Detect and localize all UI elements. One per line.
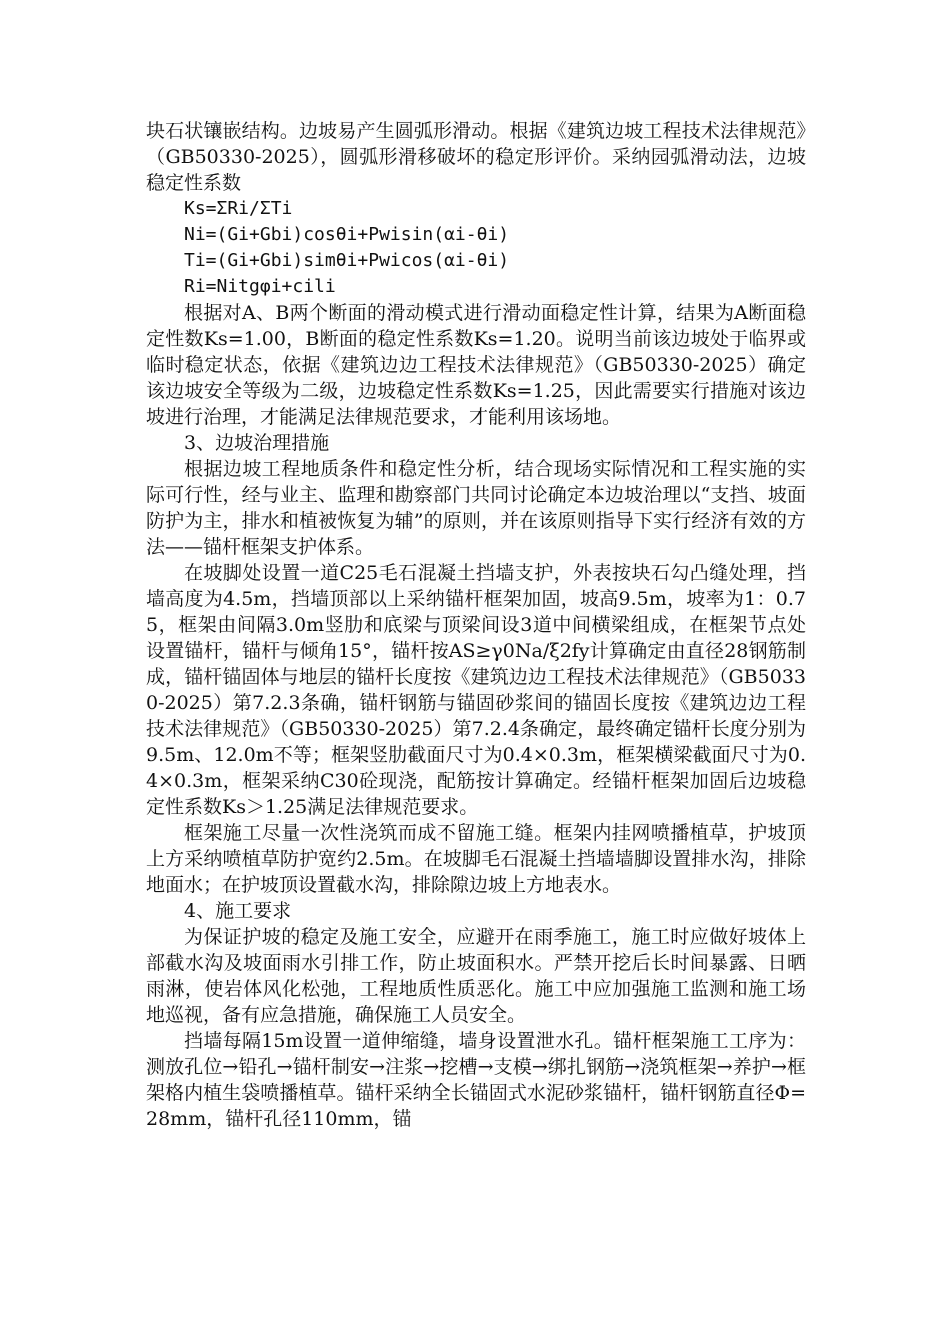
paragraph-anchor-frame: 在坡脚处设置一道C25毛石混凝土挡墙支护，外表按块石勾凸缝处理，挡墙高度为4.5m，挡墙顶部以上采纳锚杆框架加固，坡高9.5m，坡率为1：0.75，框架由间隔3.0m竖肋和底梁与顶梁间设3道中间横梁组成，在框架节点处设置锚杆，锚杆与倾角15°，锚杆按AS≥γ0Na/ξ2fy计算确定由直径28钢筋制成，锚杆锚固体与地层的锚杆长度按《建筑边边工程技术法律规范》（GB50330-2025）第7.2.3条确，锚杆钢筋与锚固砂浆间的锚固长度按《建筑边边工程技术法律规范》（GB50330-2025）第7.2.4条确定，最终确定锚杆长度分别为9.5m、12.0m不等；框架竖肋截面尺寸为0.4×0.3m，框架横梁截面尺寸为0.4×0.3m，框架采纳C30砼现浇，配筋按计算确定。经锚杆框架加固后边坡稳定性系数Ks＞1.25满足法律规范要求。: [146, 562, 806, 818]
paragraph-frame-construction: 框架施工尽量一次性浇筑而成不留施工缝。框架内挂网喷播植草，护坡顶上方采纳喷植草防护宽约2.5m。在坡脚毛石混凝土挡墙墙脚设置排水沟，排除地面水；在护坡顶设置截水沟，排除隙边坡上方地表水。: [146, 822, 806, 896]
paragraph-stability-result: 根据对A、B两个断面的滑动模式进行滑动面稳定性计算，结果为A断面稳定性数Ks=1.00，B断面的稳定性系数Ks=1.20。说明当前该边坡处于临界或临时稳定状态，依据《建筑边边工程技术法律规范》（GB50330-2025）确定该边坡安全等级为二级，边坡稳定性系数Ks=1.25，因此需要实行措施对该边坡进行治理，才能满足法律规范要求，才能利用该场地。: [146, 302, 806, 428]
formula-ri: Ri=Nitgφi+cili: [184, 276, 336, 297]
paragraph-construction-safety: 为保证护坡的稳定及施工安全，应避开在雨季施工，施工时应做好坡体上部截水沟及坡面雨水引排工作，防止坡面积水。严禁开挖后长时间暴露、日晒雨淋，使岩体风化松弛，工程地质性质恶化。施工中应加强施工监测和施工场地巡视，备有应急措施，确保施工人员安全。: [146, 926, 806, 1026]
paragraph-stability-intro: 块石状镶嵌结构。边坡易产生圆弧形滑动。根据《建筑边坡工程技术法律规范》（GB50330-2025），圆弧形滑移破坏的稳定形评价。采纳园弧滑动法，边坡稳定性系数: [146, 120, 806, 194]
formula-ni: Ni=(Gi+Gbi)cosθi+Pwisin(αi-θi): [184, 224, 510, 245]
section-heading-3: 3、边坡治理措施: [184, 432, 330, 454]
document-page: [146, 118, 806, 1132]
paragraph-construction-procedure: 挡墙每隔15m设置一道伸缩缝，墙身设置泄水孔。锚杆框架施工工序为：测放孔位→铅孔→锚杆制安→注浆→挖槽→支模→绑扎钢筋→浇筑框架→养护→框架格内植生袋喷播植草。锚杆采纳全长锚固式水泥砂浆锚杆，锚杆钢筋直径Φ=28mm，锚杆孔径110mm，锚: [146, 1030, 806, 1130]
formula-ti: Ti=(Gi+Gbi)simθi+Pwicos(αi-θi): [184, 250, 510, 271]
paragraph-treatment-principle: 根据边坡工程地质条件和稳定性分析，结合现场实际情况和工程实施的实际可行性，经与业主、监理和勘察部门共同讨论确定本边坡治理以“支挡、坡面防护为主，排水和植被恢复为辅”的原则，并在该原则指导下实行经济有效的方法——锚杆框架支护体系。: [146, 458, 806, 558]
formula-ks: Ks=ΣRi/ΣTi: [184, 198, 293, 219]
section-heading-4: 4、施工要求: [184, 900, 292, 922]
